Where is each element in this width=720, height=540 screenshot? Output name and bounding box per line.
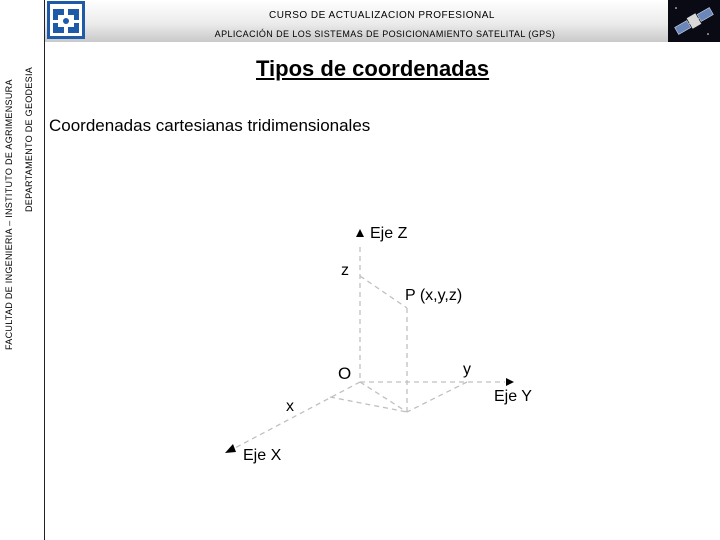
axis-x-line — [233, 382, 360, 449]
z-projection-line — [360, 276, 407, 308]
origin-label: O — [338, 364, 352, 383]
axis-y-arrowhead — [506, 378, 514, 386]
y-to-foot-line — [407, 382, 467, 412]
department-label: DEPARTAMENTO DE GEODESIA — [24, 66, 34, 212]
course-title: CURSO DE ACTUALIZACION PROFESIONAL — [269, 10, 495, 21]
slide-title: Tipos de coordenadas — [256, 56, 490, 81]
axis-z-arrowhead — [356, 229, 364, 237]
y-label: y — [463, 361, 471, 378]
x-label: x — [286, 398, 294, 415]
point-label: P (x,y,z) — [405, 287, 463, 304]
course-subtitle: APLICACIÓN DE LOS SISTEMAS DE POSICIONAMIENTO SATELITAL (GPS) — [214, 29, 556, 39]
x-to-foot-line — [330, 397, 407, 412]
axis-y-label: Eje Y — [494, 388, 532, 405]
axis-x-arrowhead — [225, 444, 236, 453]
slide-subtitle: Coordenadas cartesianas tridimensionales — [49, 116, 371, 135]
z-label: z — [341, 262, 349, 279]
axis-z-label: Eje Z — [370, 225, 408, 242]
faculty-label: FACULTAD DE INGENIERIA – INSTITUTO DE AGRIMENSURA — [4, 79, 14, 350]
axis-x-label: Eje X — [243, 447, 282, 464]
